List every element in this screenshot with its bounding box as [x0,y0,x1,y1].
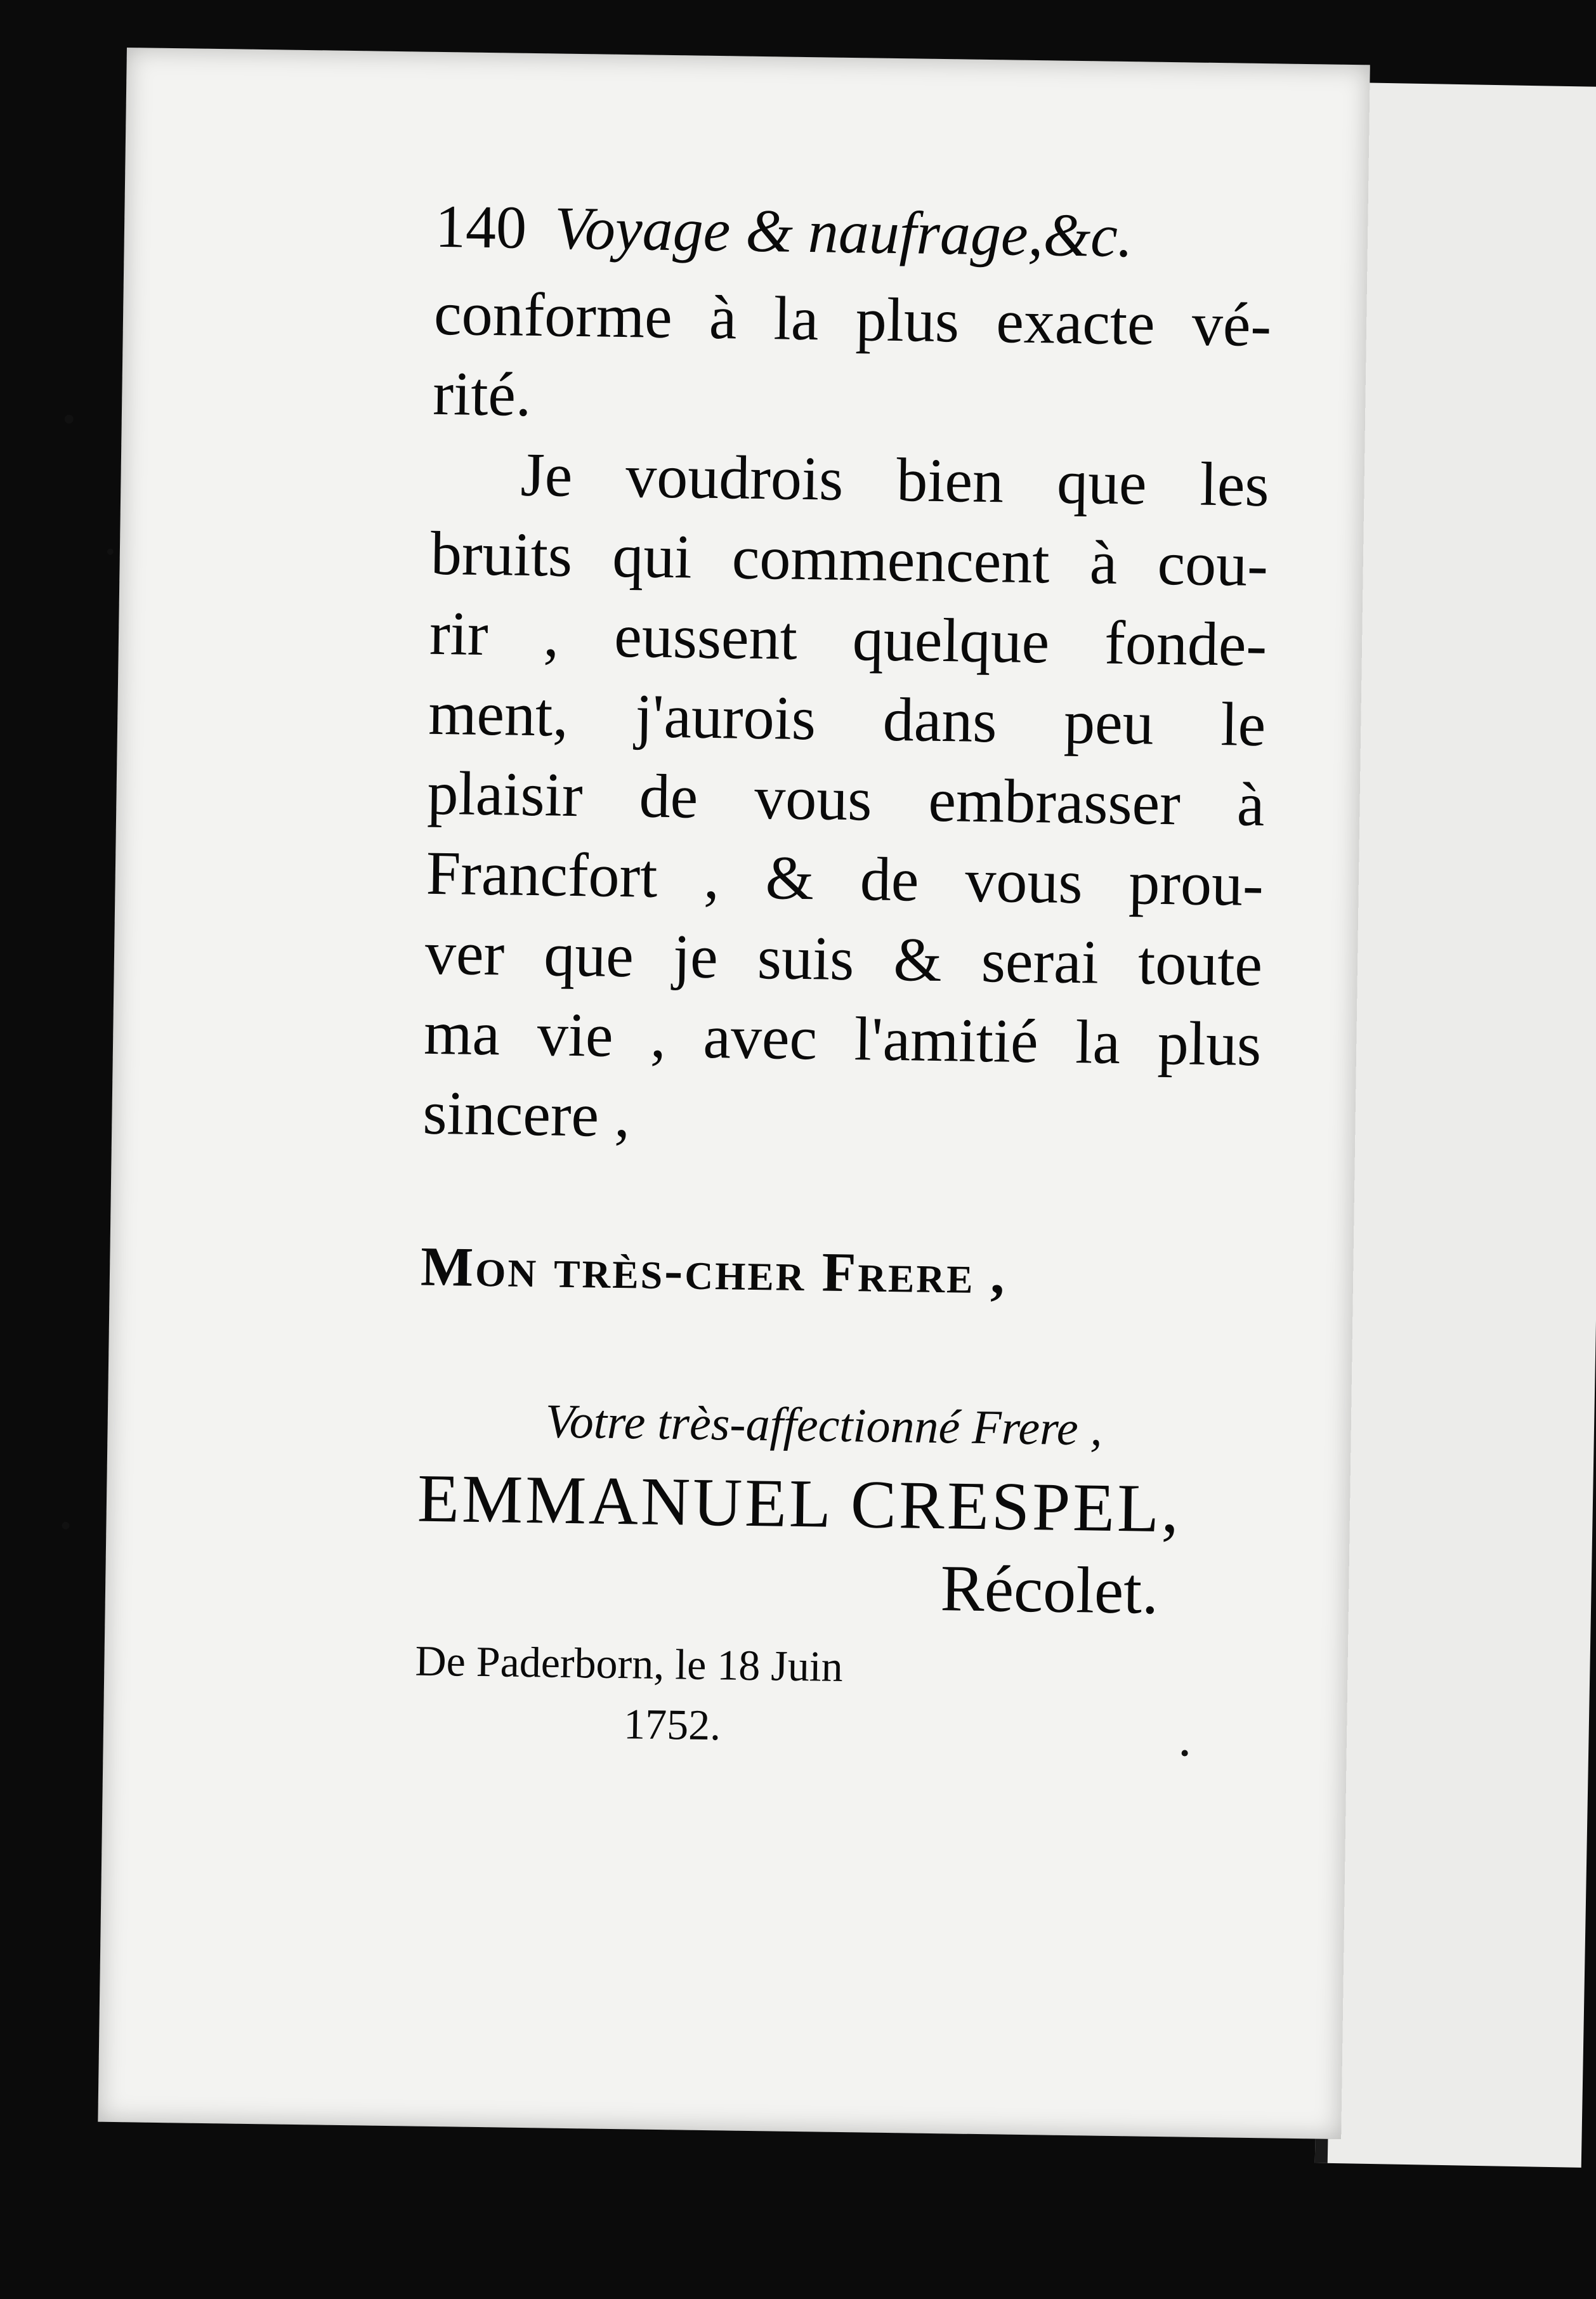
text-line: rir , eussent quelque fonde- [429,599,1267,680]
ink-speck [65,415,74,424]
text-line: sincere , [422,1078,631,1151]
text-line: rité. [432,359,532,429]
salutation: Mon très-cher Frere , [420,1236,1007,1306]
text-line: ma vie , avec l'amitié la plus [423,999,1262,1080]
page-content [414,179,1400,1763]
text-line: plaisir de vous embrasser à [426,759,1266,840]
ink-speck [62,1522,69,1529]
closing-phrase: Votre très-affectionné Frere , [545,1394,1103,1456]
signature-role: Récolet. [939,1552,1159,1628]
year: 1752. [623,1700,721,1750]
text-line: conforme à la plus exacte vé- [433,279,1272,360]
text-line: ment, j'aurois dans peu le [428,679,1267,760]
text-line: Francfort , & de vous prou- [426,839,1264,920]
ink-speck [1182,1750,1188,1756]
place-and-date: De Paderborn, le 18 Juin [415,1636,844,1691]
signature-name: EMMANUEL CRESPEL, [417,1460,1182,1547]
text-line: bruits qui commencent à cou- [430,519,1269,600]
text-line: ver que je suis & serai toute [424,919,1263,1000]
running-title: Voyage & naufrage,&c. [554,193,1134,270]
page-number: 140 [435,192,527,261]
text-line: Je voudrois bien que les [520,440,1270,520]
page-header [435,179,1400,287]
book-page [98,48,1370,2139]
ink-speck [107,549,114,555]
